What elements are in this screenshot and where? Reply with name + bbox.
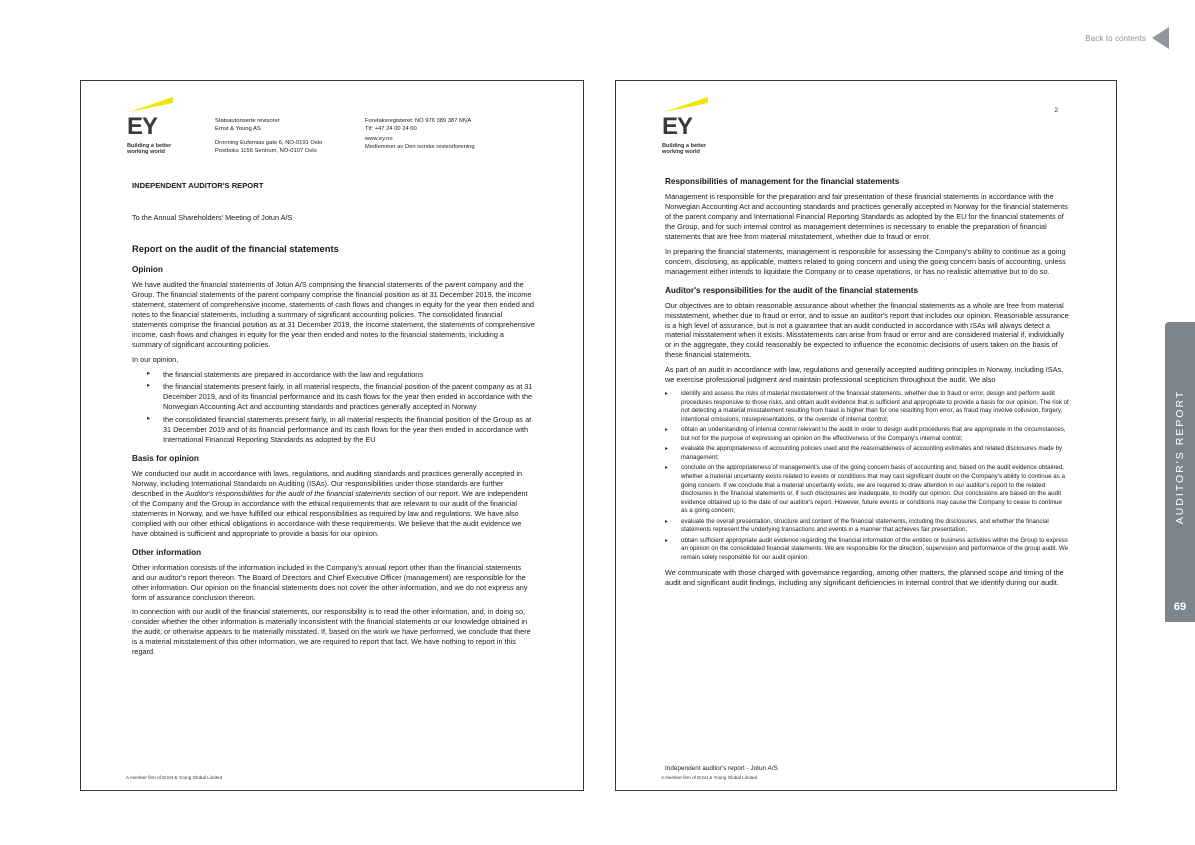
management-paragraph-1: Management is responsible for the preparation and fair presentation of these financial statements in accordance with the Norwegian Accounting Act and accounting standards and practices generally accepted in Norway for the financial statements of the parent company and International Financial Reporting Standards as adopted by the EU for the financial statements of the Group, and for such internal control as management determines is necessary to enable the preparation of financial statements that are free from material misstatement, whether due to fraud or error. <box>665 192 1068 241</box>
ey-tagline: Building a better working world <box>127 143 172 156</box>
ey-beam-icon <box>129 97 173 113</box>
auditor-paragraph-1: Our objectives are to obtain reasonable assurance about whether the financial statements as a whole are free from material misstatement, whether due to fraud or error, and to issue an auditor's report that includes our opinion. Reasonable assurance is a high level of assurance, but is not a guarantee that an audit conducted in accordance with ISAs will always detect a material misstatement when it exists. Misstatements can arise from fraud or error and are considered material if, individually or in the aggregate, they could reasonably be expected to influence the economic decisions of users taken on the basis of these financial statements. <box>665 300 1069 360</box>
back-to-contents-link[interactable] <box>1085 27 1169 49</box>
firm-registration-block: Foretaksregisteret: NO 976 389 387 MVA Tlf: +47 24 00 24 00 www.ey.no Medlemmer av Den norske revisorforening <box>365 118 475 150</box>
auditor-paragraph-2: As part of an audit in accordance with law, regulations and generally accepted auditing principles in Norway, including ISAs, we exercise professional judgment and maintain professional scepticism throughout the audit. We also <box>665 365 1064 385</box>
ey-logo <box>662 95 722 157</box>
opinion-intro: In our opinion, <box>132 354 179 364</box>
list-item: ▸ the consolidated financial statements present fairly, in all material respects the financial position of the Group as at 31 December 2019 and of its financial performance and its cash flows for the year then ended in accordance with International Financial Reporting Standards as adopted by the EU <box>132 415 535 445</box>
other-info-heading: Other information <box>132 547 202 557</box>
management-responsibilities-heading: Responsibilities of management for the financial statements <box>665 177 900 186</box>
report-page-number: 69 <box>1173 601 1187 613</box>
report-page-2 <box>615 80 1117 791</box>
ey-logo-mark: EY <box>662 113 693 140</box>
opinion-heading: Opinion <box>132 265 163 275</box>
firm-address-block: Statsautoriserte revisorer Ernst & Young AS Dronning Eufemias gate 6, NO-0191 Oslo Postboks 1156 Sentrum, NO-0107 Oslo <box>215 118 323 154</box>
list-item: ▸ the financial statements present fairly, in all material respects, the financial position of the parent company as at 31 December 2019, and of its financial performance and its cash flows for the year then ended in accordance with the Norwegian Accounting Act and accounting standards and practices generally accepted in Norway <box>132 382 535 412</box>
list-item: ▸ the financial statements are prepared in accordance with the law and regulations <box>132 370 535 380</box>
ey-logo-mark: EY <box>127 113 158 140</box>
list-item: ▸ evaluate the appropriateness of accounting policies used and the reasonableness of accounting estimates and related disclosures made by management; <box>665 445 1070 462</box>
back-arrow-icon[interactable] <box>1152 27 1169 49</box>
other-info-paragraph-1: Other information consists of the information included in the Company's annual report other than the financial statements and our auditor's report thereon. The Board of Directors and Chief Executive Officer (management) are responsible for the other information. Our opinion on the financial statements does not cover the other information, and we do not express any form of assurance conclusion thereon. <box>132 562 528 602</box>
page-2-footer-title: Independent auditor's report - Jotun A/S <box>665 765 778 772</box>
ey-beam-icon <box>664 97 708 113</box>
page-2-footer: A member firm of Ernst & Young Global Limited <box>661 775 758 780</box>
list-item: ▸ obtain an understanding of internal control relevant to the audit in order to design audit procedures that are appropriate in the circumstances, but not for the purpose of expressing an opinion on the effectiveness of the Company's internal control; <box>665 426 1070 443</box>
document-page-number: 2 <box>1054 107 1058 114</box>
list-item: ▸ identify and assess the risks of material misstatement of the financial statements, whether due to fraud or error, design and perform audit procedures responsive to those risks, and obtain audit evidence that is sufficient and appropriate to provide a basis for our opinion. The risk of not detecting a material misstatement resulting from fraud is higher than for one resulting from error, as fraud may involve collusion, forgery, intentional omissions, misrepresentations, or the override of internal control; <box>665 390 1070 424</box>
list-item: ▸ obtain sufficient appropriate audit evidence regarding the financial information of the entities or business activities within the Group to express an opinion on the consolidated financial statements. We are responsible for the direction, supervision and performance of the group audit. We remain solely responsible for our audit opinion. <box>665 537 1070 563</box>
page-2-body <box>665 176 1070 593</box>
basis-paragraph: We conducted our audit in accordance with laws, regulations, and auditing standards and practices generally accepted in Norway, including International Standards on Auditing (ISAs). Our responsibilities under those standards are further described in the Auditor's responsibilities for the audit of the financial statements section of our report. We are independent of the Company and the Group in accordance with the ethical requirements that are relevant to our audit of the financial statements in Norway, and we have fulfilled our ethical responsibilities as required by law and regulations. We have also complied with our other ethical obligations in accordance with these requirements. We believe that the audit evidence we have obtained is sufficient and appropriate to provide a basis for our opinion. <box>132 469 528 538</box>
opinion-paragraph: We have audited the financial statements of Jotun A/S comprising the financial statements of the parent company and the Group. The financial statements of the parent company comprise the financial position as at 31 December 2019, the income statement, statement of comprehensive income, statements of cash flows and changes in equity for the year then ended and notes to the financial statements, including a summary of significant accounting policies. The consolidated financial statements comprise the financial position as at 31 December 2019, the income statement, the statements of comprehensive income, cash flows and changes in equity for the year then ended and notes to the financial statements, including a summary of significant accounting policies. <box>132 280 535 349</box>
other-info-paragraph-2: In connection with our audit of the financial statements, our responsibility is to read the other information, and, in doing so, consider whether the other information is materially inconsistent with the financial statements or our knowledge obtained in the audit, or otherwise appears to be materially misstated. If, based on the work we have performed, we conclude that there is a material misstatement of this other information, we are required to report that fact. We have nothing to report in this regard. <box>132 607 531 657</box>
list-item: ▸ evaluate the overall presentation, structure and content of the financial statements, including the disclosures, and whether the financial statements represent the underlying transactions and events in a manner that achieves fair presentation; <box>665 518 1070 535</box>
ey-logo <box>127 95 187 157</box>
auditor-procedures-list <box>665 390 1070 562</box>
list-item: ▸ conclude on the appropriateness of management's use of the going concern basis of accounting and, based on the audit evidence obtained, whether a material uncertainty exists related to events or conditions that may cast significant doubt on the Company's ability to continue as a going concern. If we conclude that a material uncertainty exists, we are required to draw attention in our auditor's report to the related disclosures in the financial statements or, if such disclosures are inadequate, to modify our opinion. Our conclusions are based on the audit evidence obtained up to the date of our auditor's report. However, future events or conditions may cause the Company to cease to continue as a going concern; <box>665 464 1070 515</box>
page-1-footer: A member firm of Ernst & Young Global Limited <box>126 775 223 780</box>
auditor-paragraph-3: We communicate with those charged with governance regarding, among other matters, the planned scope and timing of the audit and significant audit findings, including any significant deficiencies in internal control that we identify during our audit. <box>665 568 1064 588</box>
page-1-body <box>132 181 535 662</box>
document-title: INDEPENDENT AUDITOR'S REPORT <box>132 181 264 190</box>
ey-tagline: Building a better working world <box>662 143 707 156</box>
basis-heading: Basis for opinion <box>132 454 199 463</box>
management-paragraph-2: In preparing the financial statements, management is responsible for assessing the Company's ability to continue as a going concern, disclosing, as applicable, matters related to going concern and using the going concern basis of accounting, unless management either intends to liquidate the Company or to cease operations, or has no realistic alternative but to do so. <box>665 246 1066 276</box>
report-page-1 <box>80 80 584 791</box>
section-side-tab <box>1165 322 1195 622</box>
main-heading: Report on the audit of the financial statements <box>132 243 339 255</box>
auditor-responsibilities-heading: Auditor's responsibilities for the audit of the financial statements <box>665 285 919 295</box>
addressee: To the Annual Shareholders' Meeting of Jotun A/S <box>132 213 293 223</box>
section-label: AUDITOR'S REPORT <box>1174 389 1186 525</box>
back-to-contents-label: Back to contents <box>1085 33 1146 43</box>
opinion-list <box>132 370 535 445</box>
